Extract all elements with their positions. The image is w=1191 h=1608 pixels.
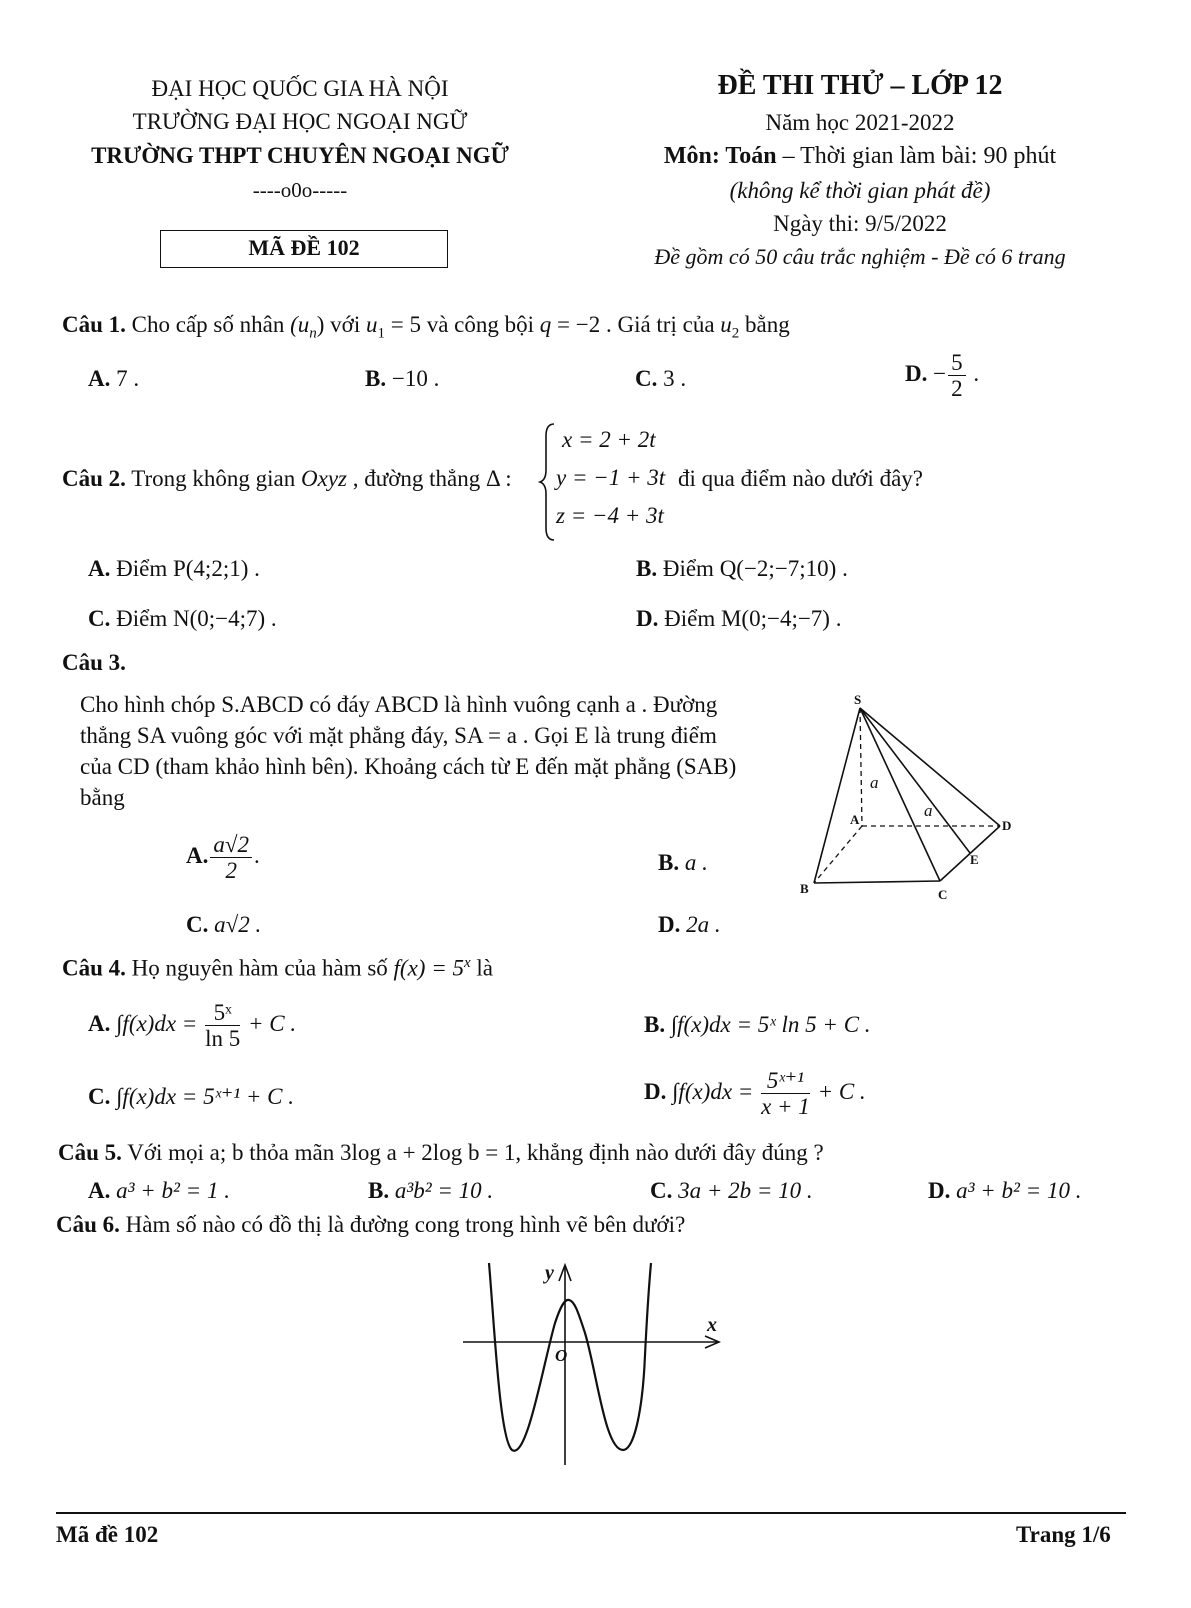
time-note: (không kể thời gian phát đề): [729, 178, 991, 203]
fraction: [948, 350, 966, 402]
function-graph: [455, 1255, 735, 1470]
text: = −2 . Giá trị của: [551, 312, 721, 337]
option-label: D.: [644, 1079, 667, 1105]
question-2-option-b[interactable]: [636, 556, 848, 582]
question-1-option-a[interactable]: [88, 366, 139, 392]
question-3-label: Câu 3.: [62, 650, 126, 675]
curve: [489, 1263, 651, 1451]
question-2-stem: [62, 466, 512, 492]
question-4-option-d[interactable]: [644, 1068, 866, 1120]
vertex-label-a: A: [850, 812, 860, 827]
option-text: a√2 .: [208, 912, 262, 937]
option-label: B.: [658, 850, 680, 875]
option-text: 7 .: [110, 366, 140, 391]
option-text: Điểm P(4;2;1) .: [110, 556, 260, 581]
option-label: D.: [636, 606, 659, 631]
university-name: ĐẠI HỌC QUỐC GIA HÀ NỘI: [151, 76, 449, 101]
question-5-option-d[interactable]: [928, 1178, 1081, 1204]
question-4-stem: [62, 955, 493, 982]
school-name: TRƯỜNG THPT CHUYÊN NGOẠI NGỮ: [91, 143, 509, 168]
question-label: Câu 1.: [62, 312, 126, 337]
numerator: 5ˣ: [205, 1000, 240, 1026]
denominator: ln 5: [205, 1026, 241, 1052]
option-label: C.: [88, 606, 111, 631]
header-ornament: ----o0o-----: [252, 178, 348, 202]
question-4-option-b[interactable]: [644, 1012, 871, 1038]
question-1-stem: [62, 312, 790, 343]
denominator: x + 1: [761, 1094, 810, 1120]
math: (u: [290, 312, 310, 337]
option-text: ∫f(x)dx =: [666, 1079, 760, 1105]
option-text: .: [254, 843, 260, 869]
question-3-option-d[interactable]: [658, 912, 721, 938]
question-4-option-c[interactable]: [88, 1084, 294, 1110]
fraction: [205, 1000, 240, 1052]
text: bằng: [739, 312, 790, 337]
math: u: [720, 312, 732, 337]
option-text: a .: [679, 850, 708, 875]
edge-bc: [814, 881, 940, 883]
question-label: Câu 4.: [62, 955, 126, 981]
option-label: D.: [658, 912, 681, 937]
question-2-option-c[interactable]: [88, 606, 277, 632]
footer-divider: [56, 1512, 1126, 1514]
option-text: + C .: [811, 1079, 866, 1105]
question-3-body: Cho hình chóp S.ABCD có đáy ABCD là hình vuông cạnh a . Đường thẳng SA vuông góc với mặt phẳng đáy, SA = a . Gọi E là trung điểm của CD (tham khảo hình bên). Khoảng cách từ E đến mặt phẳng (SAB) bằng: [80, 692, 737, 810]
option-text: 2a .: [680, 912, 721, 937]
origin-label: O: [555, 1346, 568, 1365]
text: Trong không gian: [125, 466, 301, 491]
denominator: 2: [951, 376, 963, 402]
edge-sa-hidden: [860, 708, 862, 826]
option-label: C.: [635, 366, 658, 391]
option-label: C.: [186, 912, 209, 937]
exam-title: ĐỀ THI THỬ – LỚP 12: [717, 70, 1003, 101]
edge-length-label: a: [924, 801, 933, 820]
option-text: −: [927, 361, 947, 387]
question-label: Câu 5.: [58, 1140, 122, 1165]
edge-length-label: a: [870, 773, 879, 792]
option-text: Điểm N(0;−4;7) .: [110, 606, 277, 631]
math: u: [365, 312, 378, 337]
pyramid-figure: [790, 690, 1020, 905]
option-text: a³ + b² = 10 .: [950, 1178, 1082, 1203]
option-text: ∫f(x)dx =: [110, 1011, 204, 1037]
vertex-label-s: S: [854, 692, 862, 707]
text: với: [324, 312, 366, 337]
option-text: a³b² = 10 .: [389, 1178, 494, 1203]
option-label: C.: [88, 1084, 111, 1109]
option-label: B.: [644, 1012, 666, 1037]
option-text: ∫f(x)dx = 5ˣ⁺¹ + C .: [110, 1084, 294, 1109]
option-label: A.: [88, 1178, 111, 1203]
text: là: [470, 955, 494, 981]
question-2-stem-end: đi qua điểm nào dưới đây?: [678, 466, 923, 491]
option-label: A.: [186, 843, 209, 869]
math: Oxyz: [301, 466, 347, 491]
question-4-option-a[interactable]: [88, 1000, 296, 1052]
option-text: Điểm M(0;−4;−7) .: [658, 606, 842, 631]
x-axis-label: x: [707, 1314, 717, 1336]
question-5-stem: [58, 1140, 824, 1166]
exam-date: Ngày thi: 9/5/2022: [773, 211, 947, 236]
vertex-label-b: B: [800, 881, 809, 896]
school-year: Năm học 2021-2022: [765, 110, 955, 135]
vertex-label-e: E: [970, 852, 979, 867]
numerator: 5: [948, 350, 966, 376]
equation-y: y = −1 + 3t: [556, 465, 666, 490]
option-text: 3a + 2b = 10 .: [672, 1178, 813, 1203]
text: Với mọi a; b thỏa mãn 3log a + 2log b = 1, khẳng định nào dưới đây đúng ?: [121, 1140, 824, 1165]
question-2-option-d[interactable]: [636, 606, 841, 632]
option-label: A.: [88, 1011, 111, 1037]
subject-label: Môn: Toán: [663, 143, 777, 169]
math: ): [316, 312, 325, 337]
text: Họ nguyên hàm của hàm số: [125, 955, 394, 981]
numerator: 5ˣ⁺¹: [761, 1068, 810, 1094]
math-sup: x: [463, 955, 471, 971]
option-text: Điểm Q(−2;−7;10) .: [657, 556, 848, 581]
question-3-option-a[interactable]: [186, 832, 260, 884]
edge-sc: [860, 708, 940, 881]
denominator: 2: [225, 858, 237, 884]
text: , đường thẳng Δ :: [346, 466, 512, 491]
option-text: 3 .: [657, 366, 687, 391]
question-1-option-c[interactable]: [635, 366, 686, 392]
text: = 5 và công bội: [384, 312, 540, 337]
question-3-option-b[interactable]: [658, 850, 708, 876]
question-1-option-d[interactable]: [905, 350, 979, 402]
exam-structure: Đề gồm có 50 câu trắc nghiệm - Đề có 6 trang: [654, 244, 1066, 269]
question-5-option-a[interactable]: [88, 1178, 230, 1204]
math-sub: 2: [731, 325, 740, 342]
y-axis-label: y: [545, 1262, 554, 1284]
option-text: + C .: [242, 1011, 297, 1037]
vertex-label-c: C: [938, 887, 948, 902]
math: f(x) = 5: [393, 955, 464, 981]
question-1-option-b[interactable]: [365, 366, 439, 392]
subject-line: [600, 143, 1120, 170]
option-text: a³ + b² = 1 .: [110, 1178, 230, 1203]
numerator: a√2: [210, 832, 252, 858]
exam-code-box: MÃ ĐỀ 102: [160, 230, 448, 268]
text: Hàm số nào có đồ thị là đường cong trong hình vẽ bên dưới?: [119, 1212, 686, 1237]
option-text: .: [967, 361, 980, 387]
option-label: C.: [650, 1178, 673, 1203]
fraction: [761, 1068, 810, 1120]
question-3-option-c[interactable]: [186, 912, 261, 938]
edge-sb: [814, 708, 860, 883]
footer-page-number: Trang 1/6: [1016, 1522, 1111, 1547]
vertex-label-d: D: [1002, 818, 1012, 833]
option-label: D.: [905, 361, 928, 387]
question-label: Câu 2.: [62, 466, 126, 491]
option-label: B.: [636, 556, 658, 581]
math-sub: 1: [377, 325, 385, 342]
equation-x: x = 2 + 2t: [562, 427, 656, 452]
footer-exam-code: Mã đề 102: [56, 1522, 159, 1547]
option-label: A.: [88, 556, 111, 581]
option-label: B.: [365, 366, 387, 391]
system-brace: [538, 422, 558, 542]
option-label: B.: [368, 1178, 390, 1203]
question-5-option-c[interactable]: [650, 1178, 813, 1204]
question-2-option-a[interactable]: [88, 556, 260, 582]
question-label: Câu 6.: [56, 1212, 120, 1237]
option-label: D.: [928, 1178, 951, 1203]
college-name: TRƯỜNG ĐẠI HỌC NGOẠI NGỮ: [132, 109, 468, 134]
question-5-option-b[interactable]: [368, 1178, 493, 1204]
option-text: −10 .: [386, 366, 440, 391]
option-label: A.: [88, 366, 111, 391]
subject-duration: – Thời gian làm bài: 90 phút: [776, 143, 1057, 169]
text: Cho cấp số nhân: [125, 312, 291, 337]
equation-z: z = −4 + 3t: [556, 503, 664, 528]
question-6-stem: [56, 1212, 685, 1238]
fraction: [210, 832, 252, 884]
option-text: ∫f(x)dx = 5ˣ ln 5 + C .: [665, 1012, 871, 1037]
math-sub: n: [309, 325, 317, 342]
math: q: [539, 312, 552, 337]
